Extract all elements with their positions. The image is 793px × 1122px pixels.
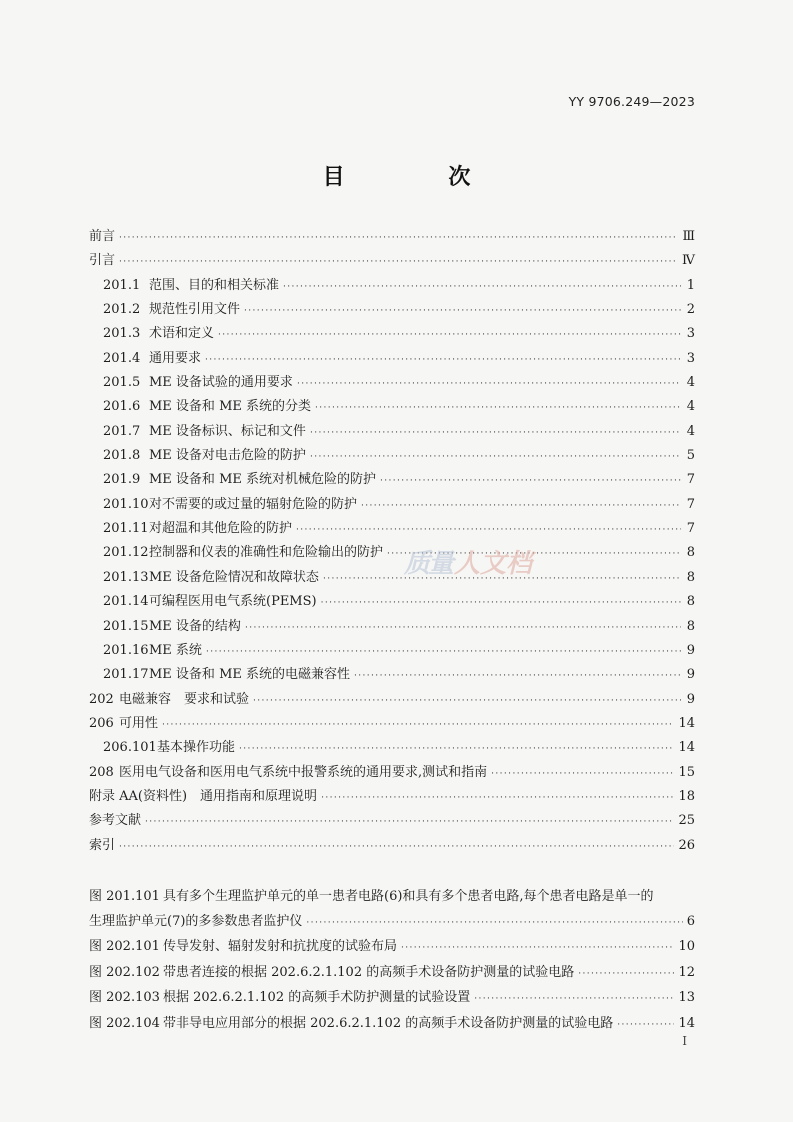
leader-dots: [315, 396, 681, 420]
toc-entry-201-17[interactable]: [89, 663, 695, 687]
leader-dots: [578, 962, 674, 987]
toc-entry-foreword[interactable]: [89, 225, 695, 249]
leader-dots: [310, 421, 681, 445]
leader-dots: [206, 640, 681, 664]
toc-entry-201-2[interactable]: [89, 298, 695, 322]
toc-entry-206[interactable]: [89, 712, 695, 736]
toc-entry-text: 参考文献: [89, 813, 142, 829]
leader-dots: [321, 591, 681, 615]
leader-dots: [387, 542, 681, 566]
leader-dots: [119, 250, 678, 274]
list-of-figures: [89, 885, 695, 1037]
leader-dots: [323, 567, 681, 591]
page-title: 目 次: [322, 165, 519, 190]
toc-entry-page: 9: [686, 691, 695, 707]
watermark-text-2: 人文档: [454, 549, 533, 579]
figure-number: 图 202.101: [89, 939, 160, 954]
toc-entry-text: 可编程医用电气系统(PEMS): [149, 594, 317, 610]
toc-entry-page: 8: [686, 545, 695, 561]
leader-dots: [361, 494, 681, 518]
leader-dots: [119, 226, 678, 250]
toc-entry-page: 18: [678, 788, 695, 804]
toc-entry-number: 201.8: [103, 448, 141, 464]
toc-entry-number: 201.10: [103, 496, 149, 512]
leader-dots: [296, 518, 681, 542]
figure-page: 13: [678, 990, 695, 1005]
toc-entry-text: ME 设备和 ME 系统对机械危险的防护: [149, 472, 376, 488]
toc-entry-page: 25: [678, 813, 695, 829]
toc-entry-text: 索引: [89, 837, 116, 853]
leader-dots: [321, 786, 674, 810]
toc-entry-page: 8: [686, 569, 695, 585]
toc-entry-page: 14: [678, 715, 695, 731]
figure-entry-202-102[interactable]: [89, 961, 695, 987]
toc-entry-text: 可用性: [119, 715, 159, 731]
figure-caption-line2: 生理监护单元(7)的多参数患者监护仪: [89, 913, 303, 929]
toc-entry-page: 9: [686, 642, 695, 658]
toc-entry-201-15[interactable]: [89, 615, 695, 639]
figure-entry-202-101[interactable]: [89, 935, 695, 961]
leader-dots: [162, 713, 674, 737]
toc-entry-number: 201.16: [103, 642, 149, 658]
figure-page: 10: [678, 939, 695, 954]
toc-entry-number: 202: [89, 691, 114, 707]
toc-entry-201-10[interactable]: [89, 493, 695, 517]
leader-dots: [617, 1013, 674, 1038]
toc-entry-text: ME 设备的结构: [149, 618, 241, 634]
figure-entry-202-104[interactable]: [89, 1012, 695, 1038]
toc-entry-text: ME 设备试验的通用要求: [149, 375, 293, 391]
toc-entry-201-13[interactable]: [89, 566, 695, 590]
leader-dots: [306, 911, 682, 936]
toc-entry-number: 201.12: [103, 545, 149, 561]
page-number: I: [682, 1034, 687, 1048]
standard-code: YY 9706.249—2023: [568, 94, 695, 109]
toc-entry-bibliography[interactable]: [89, 809, 695, 833]
toc-entry-202[interactable]: [89, 688, 695, 712]
leader-dots: [244, 299, 681, 323]
figure-number: 图 202.104: [89, 1015, 160, 1031]
figure-caption: 带患者连接的根据 202.6.2.1.102 的高频手术设备防护测量的试验电路: [163, 964, 575, 980]
toc-entry-page: Ⅳ: [682, 253, 695, 269]
toc-entry-number: 201.7: [103, 423, 141, 439]
toc-entry-page: 14: [678, 740, 695, 756]
toc-entry-201-4[interactable]: [89, 347, 695, 371]
toc-entry-text: ME 设备和 ME 系统的分类: [149, 399, 311, 415]
toc-entry-page: 9: [686, 667, 695, 683]
toc-entry-number: 201.9: [103, 472, 141, 488]
toc-entry-number: 201.5: [103, 375, 141, 391]
watermark-text-1: 质量: [404, 549, 453, 579]
toc-entry-text: ME 系统: [149, 642, 202, 658]
figure-caption: 带非导电应用部分的根据 202.6.2.1.102 的高频手术设备防护测量的试验电路: [163, 1015, 614, 1031]
toc-entry-201-16[interactable]: [89, 639, 695, 663]
leader-dots: [474, 987, 674, 1012]
toc-entry-page: 1: [686, 277, 695, 293]
leader-dots: [205, 348, 681, 372]
figure-caption: 传导发射、辐射发射和抗扰度的试验布局: [163, 939, 398, 954]
toc-entry-201-6[interactable]: [89, 395, 695, 419]
toc-entry-201-14[interactable]: [89, 590, 695, 614]
leader-dots: [354, 664, 681, 688]
leader-dots: [401, 936, 674, 961]
leader-dots: [218, 323, 681, 347]
toc-entry-text: 规范性引用文件: [149, 302, 241, 318]
toc-entry-text: 控制器和仪表的准确性和危险输出的防护: [149, 545, 384, 561]
toc-entry-number: 201.13: [103, 569, 149, 585]
toc-entry-page: 3: [686, 350, 695, 366]
toc-entry-page: 26: [678, 837, 695, 853]
toc-entry-text: ME 设备危险情况和故障状态: [149, 569, 319, 585]
toc-entry-page: 2: [686, 302, 695, 318]
leader-dots: [283, 275, 681, 299]
toc-entry-number: 201.15: [103, 618, 149, 634]
toc-entry-text: 附录 AA(资料性) 通用指南和原理说明: [89, 788, 318, 804]
toc-entry-206-101[interactable]: [89, 736, 695, 760]
toc-entry-text: 术语和定义: [149, 326, 215, 342]
figure-page: 14: [678, 1015, 695, 1031]
toc-entry-text: 前言: [89, 229, 116, 244]
toc-entry-page: 15: [678, 764, 695, 780]
toc-entry-number: 201.11: [103, 521, 149, 537]
toc-entry-201-3[interactable]: [89, 322, 695, 346]
toc-entry-page: 8: [686, 618, 695, 634]
toc-entry-201-11[interactable]: [89, 517, 695, 541]
toc-entry-number: 201.2: [103, 302, 141, 318]
leader-dots: [239, 737, 674, 761]
toc-entry-201-1[interactable]: [89, 274, 695, 298]
toc-entry-text: 对超温和其他危险的防护: [149, 521, 293, 537]
toc-entry-201-12[interactable]: [89, 541, 695, 565]
toc-entry-text: 对不需要的或过量的辐射危险的防护: [149, 496, 358, 512]
toc-entry-page: Ⅲ: [682, 229, 695, 244]
leader-dots: [253, 689, 681, 713]
toc-entry-number: 201.3: [103, 326, 141, 342]
toc-entry-201-7[interactable]: [89, 420, 695, 444]
toc-entry-page: 7: [686, 496, 695, 512]
leader-dots: [119, 835, 674, 859]
toc-entry-text: ME 设备和 ME 系统的电磁兼容性: [149, 667, 350, 683]
toc-entry-201-9[interactable]: [89, 468, 695, 492]
toc-entry-number: 201.1: [103, 277, 141, 293]
figure-page: 6: [686, 913, 695, 929]
toc-entry-number: 206: [89, 715, 114, 731]
table-of-contents: [89, 225, 695, 858]
toc-entry-page: 5: [686, 448, 695, 464]
figure-number: 图 201.101: [89, 889, 160, 904]
leader-dots: [145, 810, 674, 834]
figure-page: 12: [678, 964, 695, 980]
toc-entry-text: 引言: [89, 253, 116, 269]
toc-entry-text: 医用电气设备和医用电气系统中报警系统的通用要求,测试和指南: [119, 764, 488, 780]
toc-entry-index[interactable]: [89, 834, 695, 858]
toc-entry-number: 201.14: [103, 594, 149, 610]
toc-entry-text: ME 设备标识、标记和文件: [149, 423, 306, 439]
leader-dots: [380, 469, 681, 493]
figure-number: 图 202.102: [89, 964, 160, 980]
toc-entry-text: 基本操作功能: [157, 740, 236, 756]
toc-entry-number: 201.4: [103, 350, 141, 366]
toc-entry-page: 4: [686, 399, 695, 415]
toc-entry-number: 201.17: [103, 667, 149, 683]
toc-entry-208[interactable]: [89, 761, 695, 785]
toc-entry-introduction[interactable]: [89, 249, 695, 273]
toc-entry-page: 4: [686, 375, 695, 391]
leader-dots: [245, 616, 681, 640]
toc-entry-number: 208: [89, 764, 114, 780]
figure-entry-201-101[interactable]: [89, 885, 695, 910]
toc-entry-text: ME 设备对电击危险的防护: [149, 448, 306, 464]
leader-dots: [310, 445, 681, 469]
figure-caption-line1: 具有多个生理监护单元的单一患者电路(6)和具有多个患者电路,每个患者电路是单一的: [163, 889, 654, 904]
toc-entry-page: 8: [686, 594, 695, 610]
figure-caption: 根据 202.6.2.1.102 的高频手术防护测量的试验设置: [163, 990, 471, 1005]
figure-entry-202-103[interactable]: [89, 986, 695, 1012]
toc-entry-text: 通用要求: [149, 350, 202, 366]
figure-number: 图 202.103: [89, 990, 160, 1005]
leader-dots: [297, 372, 681, 396]
toc-entry-annex-aa[interactable]: [89, 785, 695, 809]
toc-entry-text: 电磁兼容 要求和试验: [119, 691, 250, 707]
toc-entry-page: 3: [686, 326, 695, 342]
leader-dots: [491, 762, 674, 786]
toc-entry-page: 7: [686, 521, 695, 537]
toc-entry-page: 7: [686, 472, 695, 488]
toc-entry-number: 206.101: [103, 740, 157, 756]
toc-entry-text: 范围、目的和相关标准: [149, 277, 280, 293]
toc-entry-number: 201.6: [103, 399, 141, 415]
toc-entry-201-5[interactable]: [89, 371, 695, 395]
figure-entry-201-101-continued[interactable]: [89, 910, 695, 936]
toc-entry-page: 4: [686, 423, 695, 439]
toc-entry-201-8[interactable]: [89, 444, 695, 468]
